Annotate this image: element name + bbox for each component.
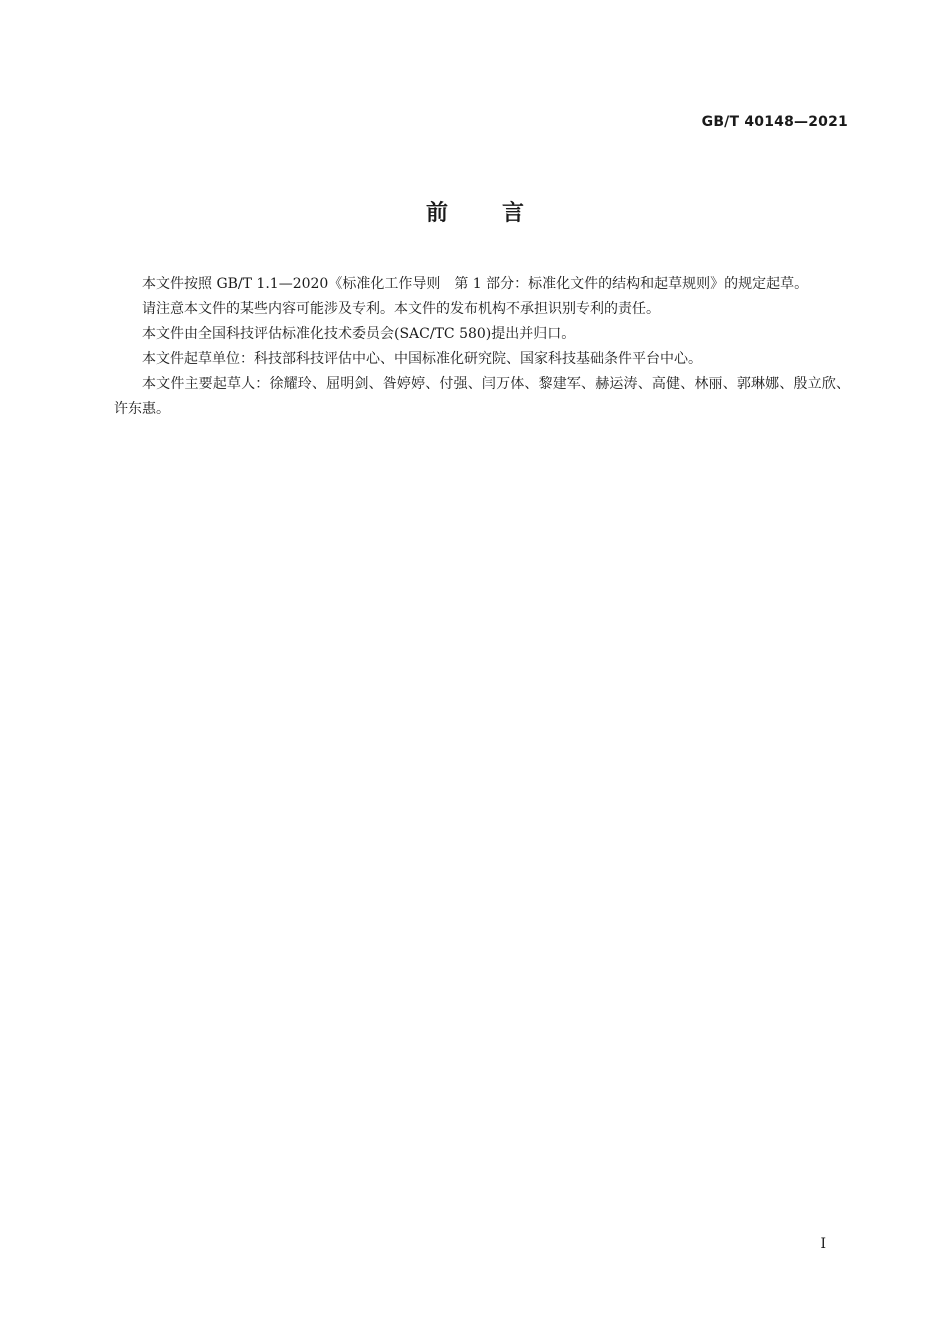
paragraph-drafting-units: 本文件起草单位：科技部科技评估中心、中国标准化研究院、国家科技基础条件平台中心。 <box>142 351 702 367</box>
foreword-body <box>114 272 850 422</box>
paragraph-drafting-rules: 本文件按照 GB/T 1.1—2020《标准化工作导则 第 1 部分：标准化文件的结构和起草规则》的规定起草。 <box>142 276 809 292</box>
page-title <box>0 196 950 227</box>
paragraph-proposer: 本文件由全国科技评估标准化技术委员会(SAC/TC 580)提出并归口。 <box>142 326 576 342</box>
paragraph-drafters: 本文件主要起草人：徐耀玲、屈明剑、昝婷婷、付强、闫万体、黎建军、赫运涛、高健、林丽、郭琳娜、殷立欣、许东惠。 <box>114 376 850 417</box>
title-char-2: 言 <box>502 201 525 226</box>
paragraph-patent-notice: 请注意本文件的某些内容可能涉及专利。本文件的发布机构不承担识别专利的责任。 <box>142 301 660 317</box>
standard-number: GB/T 40148—2021 <box>701 114 848 130</box>
page-number: I <box>820 1236 826 1252</box>
title-char-1: 前 <box>425 201 448 226</box>
